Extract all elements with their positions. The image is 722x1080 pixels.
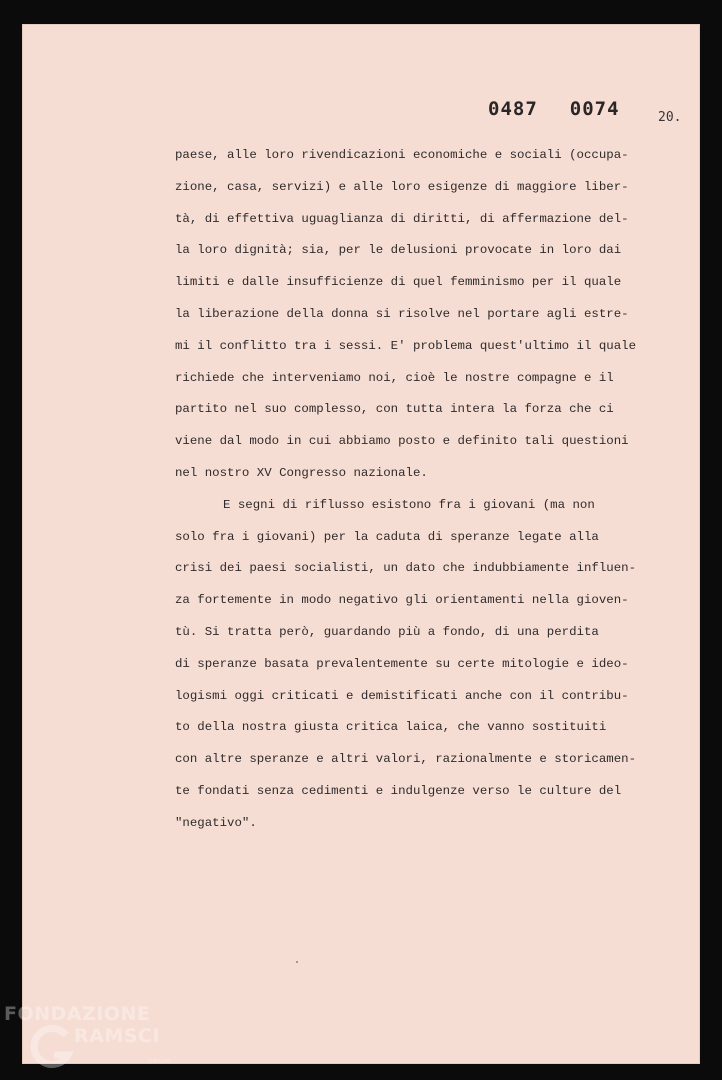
watermark-sub: ONLUS <box>148 1058 171 1065</box>
text-line: la liberazione della donna si risolve nel portare agli estre- <box>175 306 629 321</box>
text-line-paragraph-start: E segni di riflusso esistono fra i giovani (ma non <box>223 497 595 512</box>
watermark-line1: FONDAZIONE <box>4 1003 151 1025</box>
text-line: limiti e dalle insufficienze di quel femminismo per il quale <box>175 275 622 290</box>
text-line: paese, alle loro rivendicazioni economiche e sociali (occupa- <box>175 148 629 162</box>
text-line: nel nostro XV Congresso nazionale. <box>175 465 428 480</box>
text-line: con altre speranze e altri valori, razionalmente e storicamen- <box>175 752 637 767</box>
text-line: za fortemente in modo negativo gli orientamenti nella gioven- <box>175 593 629 608</box>
text-line: partito nel suo complesso, con tutta intera la forza che ci <box>175 402 614 417</box>
paper-speck <box>296 961 298 963</box>
text-line: tù. Si tratta però, guardando più a fondo, di una perdita <box>175 624 599 639</box>
document-body <box>175 140 637 840</box>
text-line: mi il conflitto tra i sessi. E' problema quest'ultimo il quale <box>175 338 637 353</box>
archive-number-part1: 0487 <box>488 98 538 120</box>
text-line: logismi oggi criticati e demistificati anche con il contribu- <box>175 688 629 703</box>
document-page <box>22 24 700 1064</box>
fondazione-gramsci-watermark <box>4 1003 184 1077</box>
page-number: 20. <box>658 110 682 125</box>
archive-number-part2: 0074 <box>569 98 620 120</box>
text-line: la loro dignità; sia, per le delusioni provocate in loro dai <box>175 243 622 258</box>
text-line: to della nostra giusta critica laica, che vanno sostituiti <box>175 720 607 735</box>
text-line: solo fra i giovani) per la caduta di speranze legate alla <box>175 529 599 544</box>
text-line: di speranze basata prevalentemente su certe mitologie e ideo- <box>175 656 629 671</box>
text-line: "negativo". <box>175 815 257 830</box>
watermark-line2: RAMSCI <box>74 1025 160 1047</box>
archive-number <box>488 98 620 120</box>
gramsci-g-logo-icon <box>30 1023 74 1075</box>
text-line: te fondati senza cedimenti e indulgenze verso le culture del <box>175 783 622 798</box>
text-line: tà, di effettiva uguaglianza di diritti, di affermazione del- <box>175 211 629 226</box>
text-line: richiede che interveniamo noi, cioè le nostre compagne e il <box>175 370 614 385</box>
text-line: crisi dei paesi socialisti, un dato che indubbiamente influen- <box>175 561 637 576</box>
text-line: viene dal modo in cui abbiamo posto e definito tali questioni <box>175 434 629 449</box>
text-line: zione, casa, servizi) e alle loro esigenze di maggiore liber- <box>175 179 629 194</box>
